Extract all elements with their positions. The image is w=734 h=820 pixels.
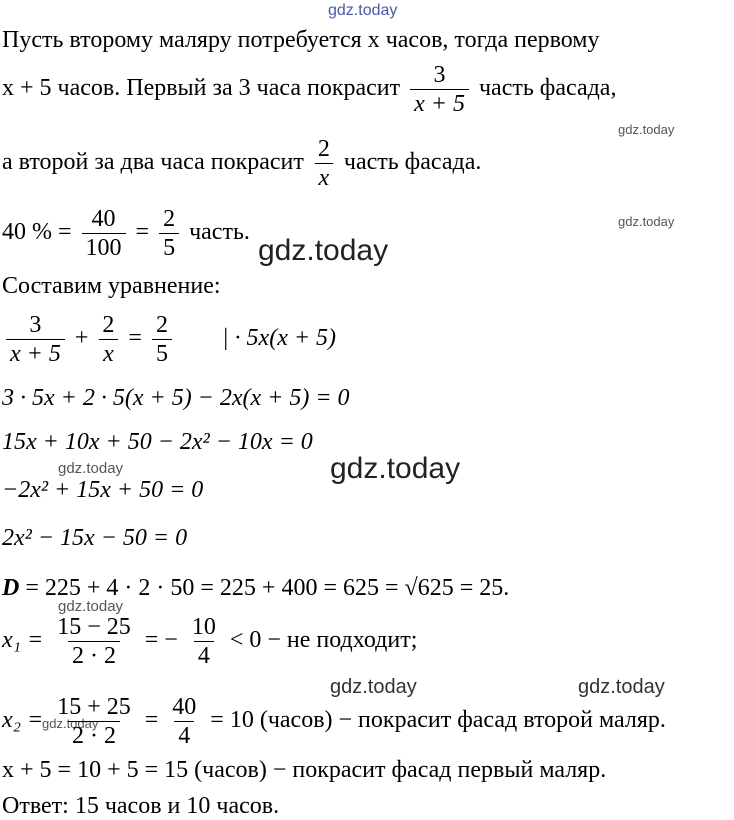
fraction-2-over-5 [152,312,172,367]
text-line-3 [2,136,481,191]
watermark-top: gdz.today [328,2,398,19]
watermark-large: gdz.today [258,234,389,267]
fraction-3-over-x-plus-5 [6,312,65,367]
fraction-40-over-4 [168,694,200,749]
fraction-numerator: 10 [191,614,216,640]
fraction-10-over-4 [188,614,220,669]
equals-sign: = [128,325,142,352]
x2-label: x₂ = [2,707,44,734]
fraction-2-over-x [314,136,334,191]
watermark-small: gdz.today [58,598,124,615]
x2-verdict: = 10 (часов) − покрасит фасад второй маляр. [210,707,666,734]
fraction-2-over-5 [159,206,179,261]
discriminant-line [2,574,509,602]
watermark-small: gdz.today [58,460,124,477]
equation-line-9: −2x² + 15x + 50 = 0 [2,477,204,503]
text-line-1: Пусть второму маляру потребуется x часов, тогда первому [2,27,600,53]
fraction-numerator: 2 [317,136,330,162]
fraction-numerator: 15 − 25 [57,614,131,640]
equation-line-10: 2x² − 15x − 50 = 0 [2,525,188,551]
fraction-x1 [53,614,135,669]
fraction-denominator: x + 5 [410,89,469,117]
fraction-numerator: 2 [102,312,115,338]
line-2-end: часть фасада, [478,75,617,102]
root-x1-line [2,614,417,669]
equation-line-6 [2,312,336,367]
fraction-2-over-x [98,312,118,367]
x1-label: x₁ = [2,627,44,654]
multiplier-note: | · 5x(x + 5) [221,325,337,352]
fraction-3-over-x-plus-5 [410,62,469,117]
line-3-start: а второй за два часа покрасит [2,149,304,176]
answer-line: Ответ: 15 часов и 10 часов. [2,793,280,819]
fraction-numerator: 2 [163,206,176,232]
equals-sign: = [135,219,150,246]
line-2-start: x + 5 часов. Первый за 3 часа покрасит [2,75,401,102]
watermark-large: gdz.today [330,452,461,485]
line-3-end: часть фасада. [343,149,482,176]
fraction-denominator: 2 · 2 [68,641,120,669]
fraction-numerator: 2 [155,312,168,338]
percent-text: 40 % = [2,219,72,246]
line-4-end: часть. [189,219,250,246]
fraction-denominator: 2 · 2 [68,721,120,749]
fraction-numerator: 40 [91,206,116,232]
text-line-2 [2,62,616,117]
x1-verdict: < 0 − не подходит; [229,627,418,654]
first-painter-line: x + 5 = 10 + 5 = 15 (часов) − покрасит фасад первый маляр. [2,757,607,783]
equation-line-8: 15x + 10x + 50 − 2x² − 10x = 0 [2,429,313,455]
fraction-denominator: x [99,339,118,367]
text-line-5: Составим уравнение: [2,273,221,299]
fraction-denominator: x [315,163,334,191]
watermark-medium: gdz.today [330,676,417,698]
discriminant-symbol: D [2,575,20,601]
plus-sign: + [74,325,89,352]
discriminant-calc: = 225 + 4 · 2 · 50 = 225 + 400 = 625 = √625 = 25. [25,575,510,601]
watermark-small: gdz.today [618,122,675,137]
root-x2-line [2,694,666,749]
watermark-medium: gdz.today [578,676,665,698]
fraction-denominator: 4 [174,721,194,749]
equals-minus: = − [144,627,178,654]
fraction-denominator: 100 [82,233,126,261]
fraction-denominator: x + 5 [6,339,65,367]
text-line-4 [2,206,250,261]
fraction-x2 [53,694,135,749]
watermark-small: gdz.today [42,716,99,731]
equals-sign: = [144,707,159,734]
fraction-denominator: 5 [159,233,179,261]
equation-line-7: 3 · 5x + 2 · 5(x + 5) − 2x(x + 5) = 0 [2,385,350,411]
fraction-40-over-100 [82,206,126,261]
fraction-denominator: 4 [194,641,214,669]
fraction-numerator: 40 [172,694,197,720]
fraction-denominator: 5 [152,339,172,367]
fraction-numerator: 3 [29,312,42,338]
fraction-numerator: 3 [433,62,446,88]
fraction-numerator: 15 + 25 [57,694,131,720]
watermark-small: gdz.today [618,214,675,229]
